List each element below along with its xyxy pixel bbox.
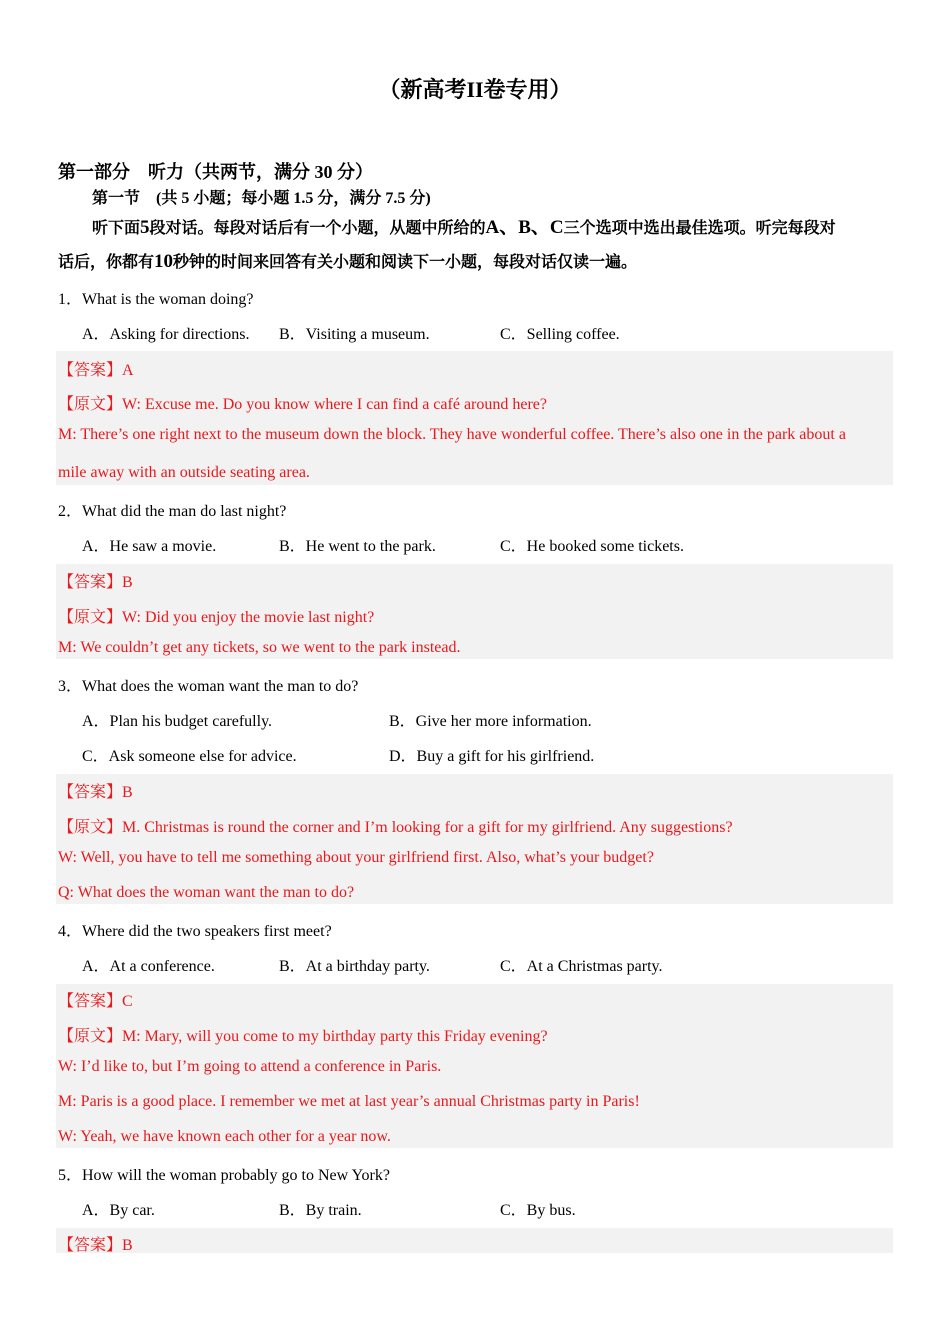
instr-text: 段对话。每段对话后有一个小题，从题中所给的 xyxy=(149,220,486,237)
q3-option-b: B．Give her more information. xyxy=(389,713,592,730)
instr-letters: A、B、C xyxy=(485,217,564,238)
instr-number: 5 xyxy=(140,217,150,238)
q4-transcript-line-2: W: I’d like to, but I’m going to attend a conference in Paris. xyxy=(58,1058,442,1075)
instructions-line-1 xyxy=(92,212,836,239)
q3-option-a: A．Plan his budget carefully. xyxy=(82,713,273,730)
q2-option-a: A．He saw a movie. xyxy=(82,538,217,555)
q4-transcript-line-3: M: Paris is a good place. I remember we met at last year’s annual Christmas party in Paris! xyxy=(58,1093,640,1110)
q4-transcript-line-1: 【原文】M: Mary, will you come to my birthday party this Friday evening? xyxy=(58,1028,548,1045)
q4-answer: 【答案】C xyxy=(58,993,133,1010)
q3-option-c: C．Ask someone else for advice. xyxy=(82,748,297,765)
q2-answer: 【答案】B xyxy=(58,574,133,591)
q5-option-c: C．By bus. xyxy=(500,1202,576,1219)
q1-transcript-line-3: mile away with an outside seating area. xyxy=(58,464,310,481)
section-heading: 第一节 (共 5 小题；每小题 1.5 分，满分 7.5 分) xyxy=(92,190,431,207)
q5-option-b: B．By train. xyxy=(279,1202,362,1219)
q3-transcript-line-2: W: Well, you have to tell me something about your girlfriend first. Also, what’s your budget? xyxy=(58,849,654,866)
q3-option-d: D．Buy a gift for his girlfriend. xyxy=(389,748,595,765)
q1-answer-box xyxy=(56,351,893,485)
q1-transcript-line-1: 【原文】W: Excuse me. Do you know where I can find a café around here? xyxy=(58,396,548,413)
q4-option-a: A．At a conference. xyxy=(82,958,215,975)
q2-transcript-line-2: M: We couldn’t get any tickets, so we went to the park instead. xyxy=(58,639,461,656)
q1-option-a: A．Asking for directions. xyxy=(82,326,250,343)
q3-transcript-line-1: 【原文】M. Christmas is round the corner and I’m looking for a gift for my girlfriend. Any suggestions? xyxy=(58,819,733,836)
q2-transcript-line-1: 【原文】W: Did you enjoy the movie last night? xyxy=(58,609,375,626)
q1-answer: 【答案】A xyxy=(58,362,134,379)
instr-text: 听下面 xyxy=(92,220,141,237)
q2-answer-box xyxy=(56,564,893,659)
q4-option-b: B．At a birthday party. xyxy=(279,958,430,975)
question-1-stem: 1．What is the woman doing? xyxy=(58,291,254,308)
part-heading: 第一部分 听力（共两节，满分 30 分） xyxy=(58,162,373,182)
question-3-stem: 3．What does the woman want the man to do? xyxy=(58,678,359,695)
instr-text: 三个选项中选出最佳选项。听完每段对 xyxy=(563,220,836,237)
instructions-line-2 xyxy=(58,249,637,273)
instr-number: 10 xyxy=(154,251,174,272)
q3-answer-box xyxy=(56,774,893,904)
question-5-stem: 5．How will the woman probably go to New York? xyxy=(58,1167,390,1184)
question-4-stem: 4．Where did the two speakers first meet? xyxy=(58,923,332,940)
instr-text: 话后，你都有 xyxy=(58,254,155,271)
page-title: （新高考II卷专用） xyxy=(378,77,572,102)
q2-option-c: C．He booked some tickets. xyxy=(500,538,684,555)
q5-answer-box xyxy=(56,1228,893,1253)
q2-option-b: B．He went to the park. xyxy=(279,538,436,555)
q5-answer: 【答案】B xyxy=(58,1237,133,1254)
q5-option-a: A．By car. xyxy=(82,1202,155,1219)
instr-text: 秒钟的时间来回答有关小题和阅读下一小题，每段对话仅读一遍。 xyxy=(173,254,638,271)
q1-option-c: C．Selling coffee. xyxy=(500,326,620,343)
q1-option-b: B．Visiting a museum. xyxy=(279,326,430,343)
q4-transcript-line-4: W: Yeah, we have known each other for a year now. xyxy=(58,1128,391,1145)
q4-answer-box xyxy=(56,984,893,1148)
q4-option-c: C．At a Christmas party. xyxy=(500,958,663,975)
question-2-stem: 2．What did the man do last night? xyxy=(58,503,287,520)
q3-transcript-line-3: Q: What does the woman want the man to do? xyxy=(58,884,355,901)
q3-answer: 【答案】B xyxy=(58,784,133,801)
q1-transcript-line-2: M: There’s one right next to the museum down the block. They have wonderful coffee. There’s also one in the park about a xyxy=(58,426,846,443)
